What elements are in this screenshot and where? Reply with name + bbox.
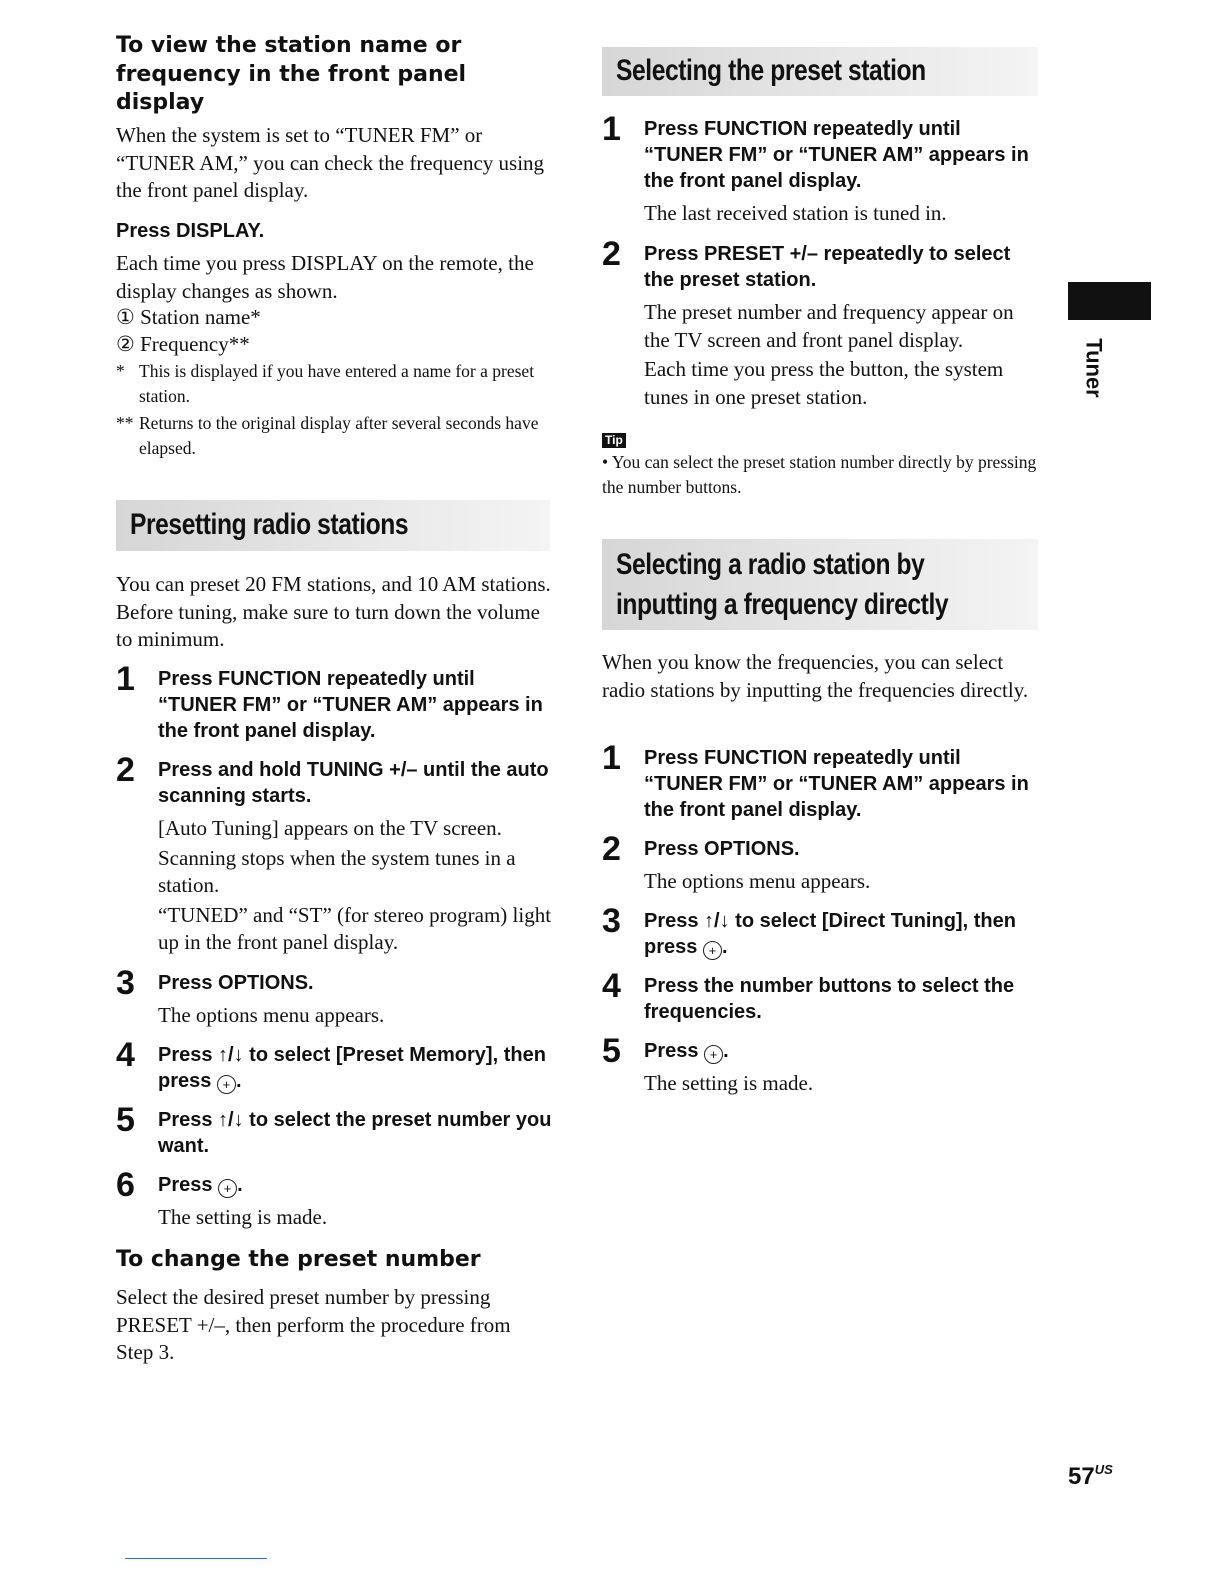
step-instruction [644, 1038, 1040, 1064]
instruction-period: . [237, 1174, 243, 1196]
step-number: 6 [116, 1166, 135, 1204]
direct-step-4 [602, 967, 1040, 1025]
section-title-line-2: inputting a frequency directly [616, 588, 949, 621]
step-number: 2 [116, 751, 135, 789]
step-instruction: Press OPTIONS. [644, 838, 800, 860]
select-step-2 [602, 235, 1040, 411]
step-number: 5 [116, 1101, 135, 1139]
footnote-2 [116, 411, 552, 460]
footer-rule [125, 1558, 267, 1559]
step-number: 4 [116, 1036, 135, 1074]
section-title: Selecting the preset station [616, 54, 926, 87]
step-instruction: Press FUNCTION repeatedly until “TUNER FM” or “TUNER AM” appears in the front panel display. [158, 668, 543, 742]
step-instruction: Press FUNCTION repeatedly until “TUNER FM” or “TUNER AM” appears in the front panel display. [644, 118, 1029, 192]
enter-button-icon: + [704, 1045, 723, 1064]
chapter-side-label [1080, 337, 1108, 399]
display-item-frequency: ② Frequency** [116, 332, 250, 356]
instruction-period: . [721, 936, 728, 958]
step-instruction: Press OPTIONS. [158, 972, 314, 994]
view-heading: To view the station name or frequency in the front panel display [116, 33, 467, 115]
step-detail: [Auto Tuning] appears on the TV screen. [158, 816, 502, 840]
instruction-period: . [723, 1040, 729, 1062]
step-number: 5 [602, 1032, 621, 1070]
step-detail: The last received station is tuned in. [644, 201, 947, 225]
instruction-text: Press [644, 1040, 699, 1062]
direct-step-2 [602, 830, 1040, 896]
change-preset-heading: To change the preset number [116, 1247, 481, 1272]
preset-step-4 [116, 1036, 552, 1094]
section-bar-selecting-preset [602, 47, 1038, 96]
direct-step-1 [602, 739, 1040, 823]
change-preset-body: Select the desired preset number by pressing PRESET +/–, then perform the procedure from Step 3. [116, 1285, 511, 1364]
section-title-line-1: Selecting a radio station by [616, 548, 925, 581]
display-body: Each time you press DISPLAY on the remote, the display changes as shown. [116, 251, 534, 303]
step-instruction: Press and hold TUNING +/– until the auto scanning starts. [158, 759, 549, 807]
instruction-text: Press ↑/↓ to select [Direct Tuning], then press [644, 910, 1016, 958]
step-detail: The setting is made. [644, 1071, 814, 1095]
step-instruction: Press FUNCTION repeatedly until “TUNER FM” or “TUNER AM” appears in the front panel display. [644, 747, 1029, 821]
step-instruction: Press PRESET +/– repeatedly to select the preset station. [644, 243, 1011, 291]
select-step-1 [602, 110, 1040, 228]
enter-button-icon: + [218, 1179, 237, 1198]
display-item-station-name: ① Station name* [116, 305, 261, 329]
section-bar-direct-frequency [602, 539, 1038, 630]
chapter-tab-marker [1068, 282, 1151, 320]
enter-button-icon: + [703, 941, 722, 960]
footnote-mark: * [116, 361, 125, 381]
step-number: 1 [602, 110, 621, 148]
footnote-1 [116, 359, 552, 408]
step-number: 2 [602, 830, 621, 868]
direct-intro: When you know the frequencies, you can select radio stations by inputting the frequencies directly. [602, 650, 1029, 702]
step-number: 1 [116, 660, 135, 698]
preset-intro: You can preset 20 FM stations, and 10 AM stations. Before tuning, make sure to turn down the volume to minimum. [116, 572, 551, 651]
enter-button-icon: + [217, 1075, 236, 1094]
page-number-value: 57 [1068, 1463, 1095, 1490]
instruction-text: Press ↑/↓ to select [Preset Memory], then press [158, 1044, 546, 1092]
instruction-text: Press [158, 1174, 213, 1196]
page-number-suffix: US [1094, 1462, 1113, 1477]
view-body: When the system is set to “TUNER FM” or “TUNER AM,” you can check the frequency using the front panel display. [116, 123, 545, 202]
page-number [1068, 1462, 1113, 1491]
preset-step-1 [116, 660, 552, 744]
step-number: 2 [602, 235, 621, 273]
preset-step-3 [116, 964, 552, 1030]
step-number: 3 [602, 902, 621, 940]
step-number: 3 [116, 964, 135, 1002]
direct-step-5 [602, 1032, 1040, 1098]
preset-step-5 [116, 1101, 552, 1159]
step-detail: Scanning stops when the system tunes in a station. [158, 845, 516, 897]
preset-step-2 [116, 751, 552, 957]
tip-label: Tip [602, 433, 626, 448]
section-bar-presetting [116, 500, 550, 551]
step-detail: The options menu appears. [158, 1003, 385, 1027]
preset-step-6 [116, 1166, 552, 1232]
step-instruction: Press ↑/↓ to select the preset number you want. [158, 1109, 552, 1157]
step-instruction: Press the number buttons to select the frequencies. [644, 975, 1015, 1023]
instruction-period: . [235, 1070, 242, 1092]
step-detail: Each time you press the button, the system tunes in one preset station. [644, 357, 1004, 409]
step-number: 1 [602, 739, 621, 777]
chapter-label-text: Tuner [1082, 338, 1108, 398]
step-instruction [644, 908, 1040, 960]
step-detail: The preset number and frequency appear on the TV screen and front panel display. [644, 300, 1014, 352]
footnote-mark: ** [116, 413, 134, 433]
footnote-text: Returns to the original display after several seconds have elapsed. [139, 413, 539, 458]
step-detail: “TUNED” and “ST” (for stereo program) light up in the front panel display. [158, 902, 552, 954]
tip-badge [602, 431, 626, 449]
tip-text: • You can select the preset station number directly by pressing the number buttons. [602, 452, 1037, 497]
step-detail: The options menu appears. [644, 869, 871, 893]
step-instruction [158, 1042, 552, 1094]
step-number: 4 [602, 967, 621, 1005]
step-instruction [158, 1172, 552, 1198]
section-title: Presetting radio stations [130, 508, 409, 541]
step-detail: The setting is made. [158, 1205, 328, 1229]
direct-step-3 [602, 902, 1040, 960]
press-display-instruction: Press DISPLAY. [116, 220, 265, 242]
footnote-text: This is displayed if you have entered a name for a preset station. [139, 361, 535, 406]
